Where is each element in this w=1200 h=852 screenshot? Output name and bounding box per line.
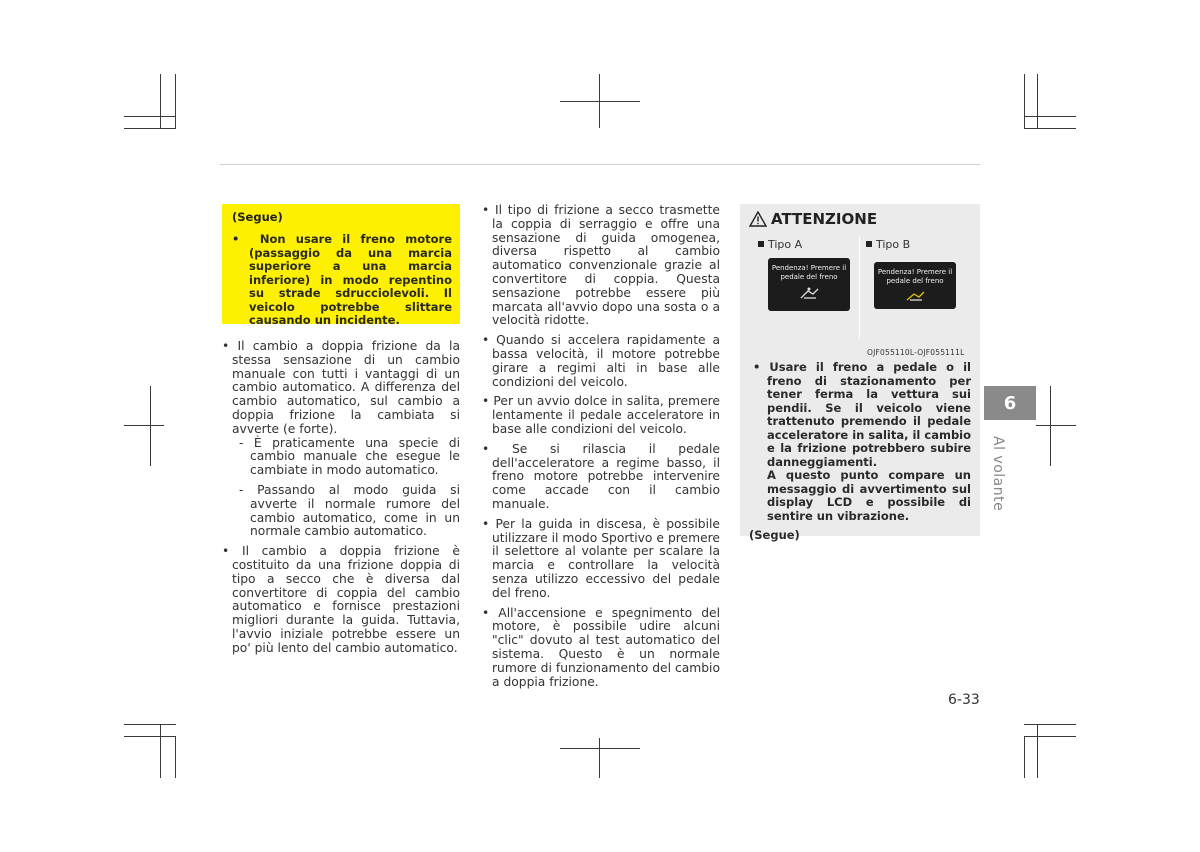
warning-text [749,361,971,523]
registration-mark [124,425,164,426]
list-item: • Per un avvio dolce in salita, premere lentamente il pedale acceleratore in base alle condizioni del veicolo. [482,394,720,436]
caution-continued-label: (Segue) [232,210,283,224]
registration-mark [560,101,640,102]
list-item: • Quando si accelera rapidamente a bassa velocità, il motore potrebbe girare a regimi alti in base alle condizioni del veicolo. [482,333,720,389]
crop-mark [1024,128,1076,129]
crop-mark [124,128,176,129]
chapter-title [990,436,1014,526]
warning-triangle-icon [749,211,767,227]
list-item: • Il cambio a doppia frizione da la stessa sensazione di un cambio manuale con tutti i vantaggi di un cambio automatico. A differenza del cambio automatico, sul cambio a doppia frizione la cambiata si avverte (e forte). [222,339,460,436]
caution-box [222,204,460,327]
middle-column [482,204,720,695]
list-item: • Il cambio a doppia frizione è costituito da una frizione doppia di tipo a secco che è diversa dal convertitore di coppia del cambio automatico e fornisce prestazioni migliori durante la guida. Tuttavia, l'avvio iniziale potrebbe essere un po' più lento del cambio automatico. [222,544,460,655]
list-item: • Per la guida in discesa, è possibile utilizzare il modo Sportivo e premere il selettore al volante per scalare la marcia e controllare la velocità senza utilizzo eccessivo del pedale del freno. [482,516,720,600]
crop-mark [175,736,176,778]
square-bullet-icon [758,241,764,247]
lcd-screen-type-a [768,258,850,311]
page-number: 6-33 [948,692,980,708]
warning-figures [749,236,971,356]
crop-mark [124,736,176,737]
warning-paragraph: A questo punto compare un messaggio di avvertimento sul display LCD e possibile di sentire un vibrazione. [767,468,971,523]
list-item: • Se si rilascia il pedale dell'acceleratore a regime basso, il freno motore potrebbe intervenire come accade con il cambio manuale. [482,441,720,511]
sub-list-item: - È praticamente una specie di cambio manuale che esegue le cambiate in modo automatico. [239,435,460,478]
crop-mark [1037,724,1038,778]
type-a-label: Tipo A [768,238,803,251]
lcd-message: Pendenza! Premere il pedale del freno [771,264,847,281]
sub-list-item: - Passando al modo guida si avverte il normale rumore del cambio automatico, come in un normale cambio automatico. [239,482,460,539]
header-rule [220,164,980,165]
registration-mark [560,748,640,749]
warning-continued-label: (Segue) [749,528,800,542]
crop-mark [124,724,176,725]
warning-heading [749,210,971,228]
type-a-caption [758,238,802,251]
chapter-title-text: Al volante [990,436,1006,512]
crop-mark [1024,74,1025,128]
chapter-number-tab: 6 [984,386,1036,420]
warning-paragraph: • Usare il freno a pedale o il freno di stazionamento per tener ferma la vettura sui pendii. Se il veicolo viene trattenuto premendo il pedale acceleratore in salita, il cambio e la frizione potrebbero subire danneggiamenti. [753,360,972,469]
registration-mark [1036,425,1076,426]
type-b-caption [866,238,910,251]
warning-box [740,204,980,542]
crop-mark [1024,736,1025,778]
crop-mark [124,116,176,117]
crop-mark [1024,724,1076,725]
crop-mark [175,74,176,128]
type-b-label: Tipo B [876,238,911,251]
crop-mark [160,724,161,778]
lcd-screen-type-b [874,262,956,309]
list-item: • Il tipo di frizione a secco trasmette la coppia di serraggio e offre una sensazione di guida omogenea, diversa rispetto al cambio automatico convenzionale grazie al convertitore di coppia. Questa sensazione potrebbe essere più marcata all'avvio dopo una sosta o a velocità ridotte. [482,203,720,328]
crop-mark [160,74,161,128]
left-column [222,340,460,662]
image-codes: OJF055110L-OJF055111L [867,348,965,357]
brake-pedal-icon [798,286,820,300]
figure-divider [859,236,860,339]
crop-mark [1037,74,1038,128]
square-bullet-icon [866,241,872,247]
registration-mark [599,738,600,778]
crop-mark [1024,116,1076,117]
lcd-message: Pendenza! Premere il pedale del freno [877,268,953,285]
registration-mark [1050,386,1051,466]
crop-mark [1024,736,1076,737]
caution-text: • Non usare il freno motore (passaggio da una marcia superiore a una marcia inferiore) in modo repentino su strade sdrucciolevoli. Il veicolo potrebbe slittare causando un incidente. [232,232,452,327]
warning-title: ATTENZIONE [771,210,878,228]
brake-pedal-icon [904,290,926,302]
registration-mark [150,386,151,466]
list-item: • All'accensione e spegnimento del motore, è possibile udire alcuni "clic" dovuto al test automatico del sistema. Questo è un normale rumore di funzionamento del cambio a doppia frizione. [482,605,720,689]
